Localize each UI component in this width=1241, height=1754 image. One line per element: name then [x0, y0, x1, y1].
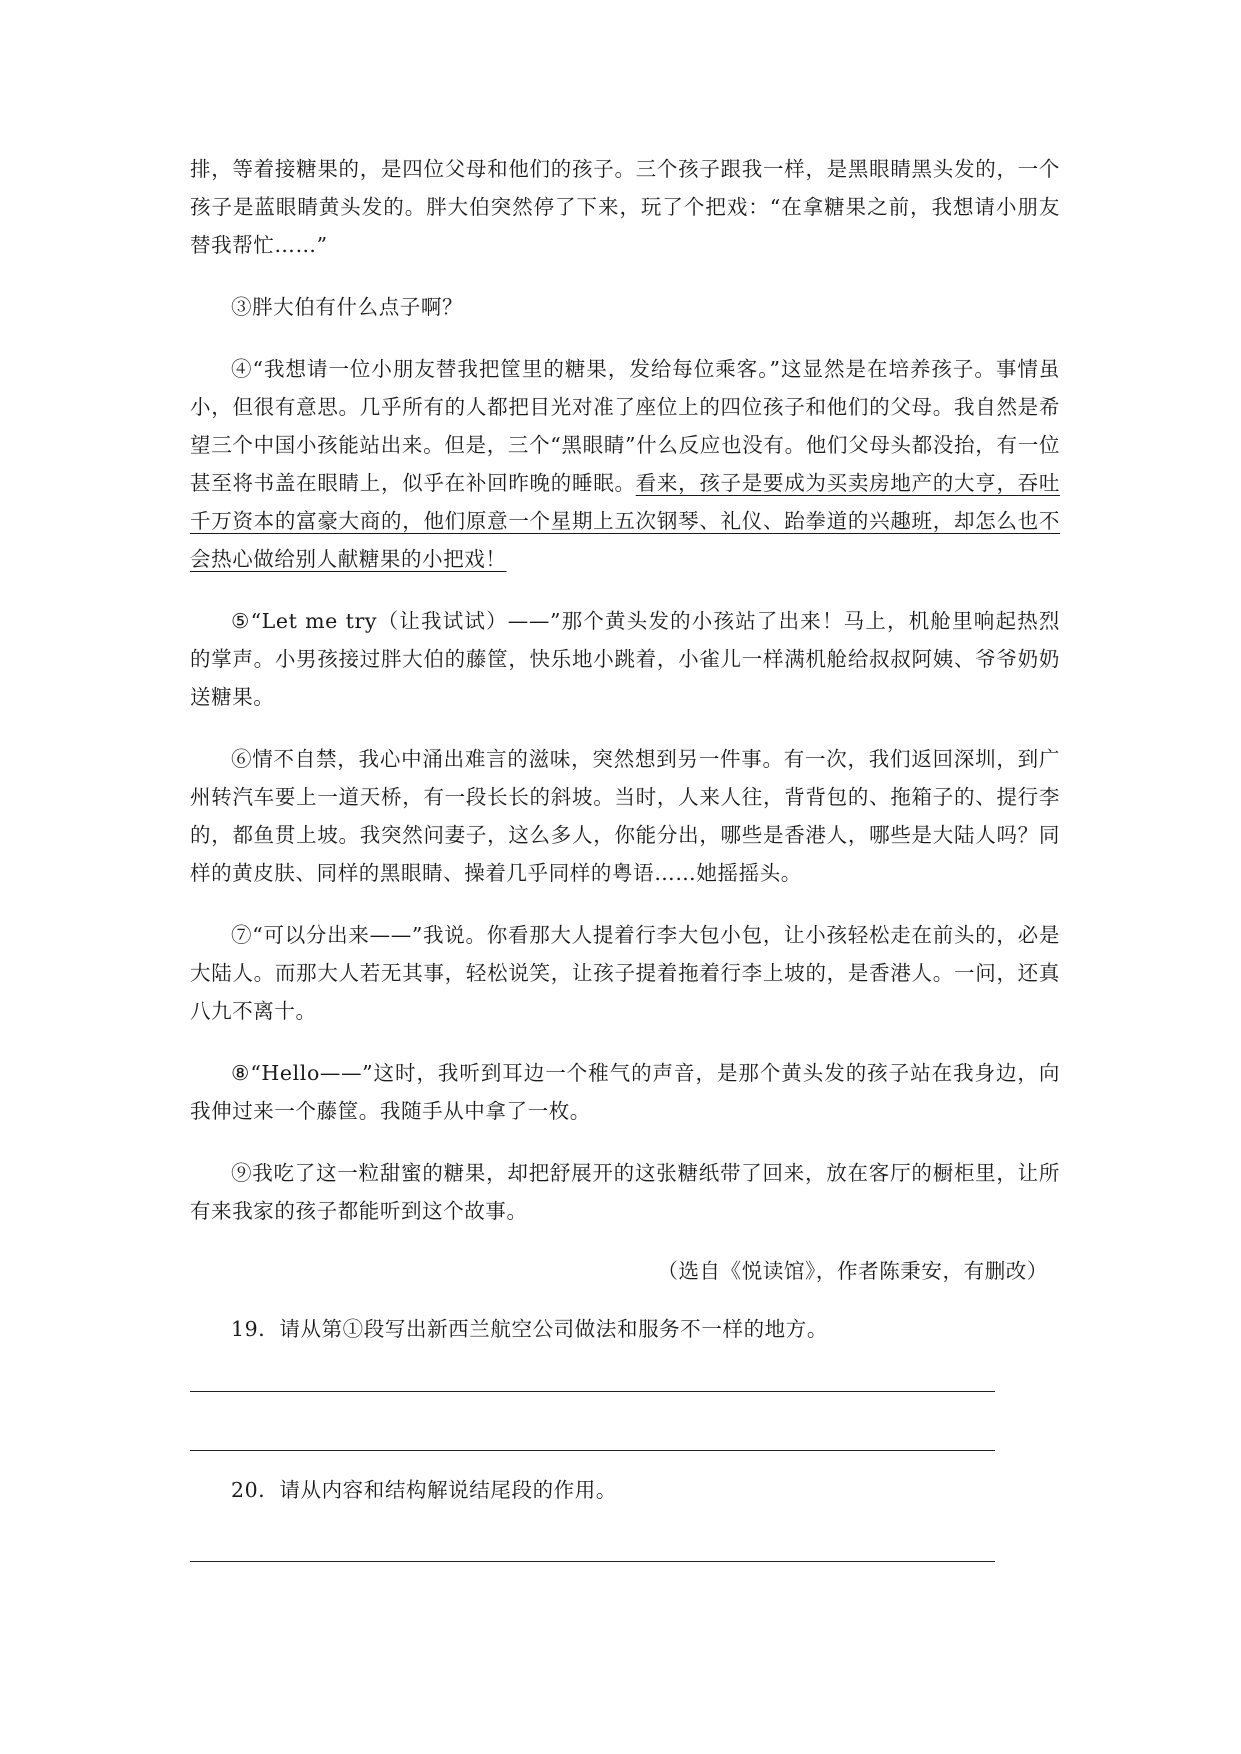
answer-line-19-2[interactable]	[190, 1450, 995, 1451]
paragraph-3: ③胖大伯有什么点子啊？	[231, 295, 464, 319]
source-citation: （选自《悦读馆》，作者陈秉安，有删改）	[657, 1259, 1048, 1283]
paragraph-4-text: ④“我想请一位小朋友替我把筐里的糖果，发给每位乘客。”这显然是在培养孩子。事情虽小，但很有意思。几乎所有的人都把目光对准了座位上的四位孩子和他们的父母。我自然是希望三个中国小孩能站出来。但是，三个“黑眼睛”什么反应也没有。他们父母头都没抬，有一位甚至将书盖在眼睛上，似乎在补回昨晚的睡眠。	[190, 357, 1060, 495]
paragraph-4	[190, 350, 1060, 578]
answer-line-19-1[interactable]	[190, 1391, 995, 1392]
answer-line-20-1[interactable]	[190, 1561, 995, 1562]
question-20: 20．请从内容和结构解说结尾段的作用。	[231, 1478, 617, 1502]
paragraph-5: ⑤“Let me try（让我试试）——”那个黄头发的小孩站了出来！马上，机舱里响起热烈的掌声。小男孩接过胖大伯的藤筐，快乐地小跳着，小雀儿一样满机舱给叔叔阿姨、爷爷奶奶送糖果。	[190, 609, 1060, 709]
paragraph-continued: 排，等着接糖果的，是四位父母和他们的孩子。三个孩子跟我一样，是黑眼睛黑头发的，一个孩子是蓝眼睛黄头发的。胖大伯突然停了下来，玩了个把戏：“在拿糖果之前，我想请小朋友替我帮忙……”	[190, 157, 1060, 257]
paragraph-7: ⑦“可以分出来——”我说。你看那大人提着行李大包小包，让小孩轻松走在前头的，必是大陆人。而那大人若无其事，轻松说笑，让孩子提着拖着行李上坡的，是香港人。一问，还真八九不离十。	[190, 923, 1060, 1023]
paragraph-6: ⑥情不自禁，我心中涌出难言的滋味，突然想到另一件事。有一次，我们返回深圳，到广州转汽车要上一道天桥，有一段长长的斜坡。当时，人来人往，背背包的、拖箱子的、提行李的，都鱼贯上坡。我突然问妻子，这么多人，你能分出，哪些是香港人，哪些是大陆人吗？同样的黄皮肤、同样的黑眼睛、操着几乎同样的粤语……她摇摇头。	[190, 747, 1060, 885]
paragraph-4-underlined-sentence: 看来，孩子是要成为买卖房地产的大亨，吞吐千万资本的富豪大商的，他们原意一个星期上五次钢琴、礼仪、跆拳道的兴趣班，却怎么也不会热心做给别人献糖果的小把戏！	[190, 471, 1060, 571]
question-19: 19．请从第①段写出新西兰航空公司做法和服务不一样的地方。	[231, 1317, 828, 1341]
document-page	[190, 150, 1060, 1562]
paragraph-9: ⑨我吃了这一粒甜蜜的糖果，却把舒展开的这张糖纸带了回来，放在客厅的橱柜里，让所有来我家的孩子都能听到这个故事。	[190, 1161, 1060, 1223]
paragraph-8: ⑧“Hello——”这时，我听到耳边一个稚气的声音，是那个黄头发的孩子站在我身边，向我伸过来一个藤筐。我随手从中拿了一枚。	[190, 1061, 1060, 1123]
